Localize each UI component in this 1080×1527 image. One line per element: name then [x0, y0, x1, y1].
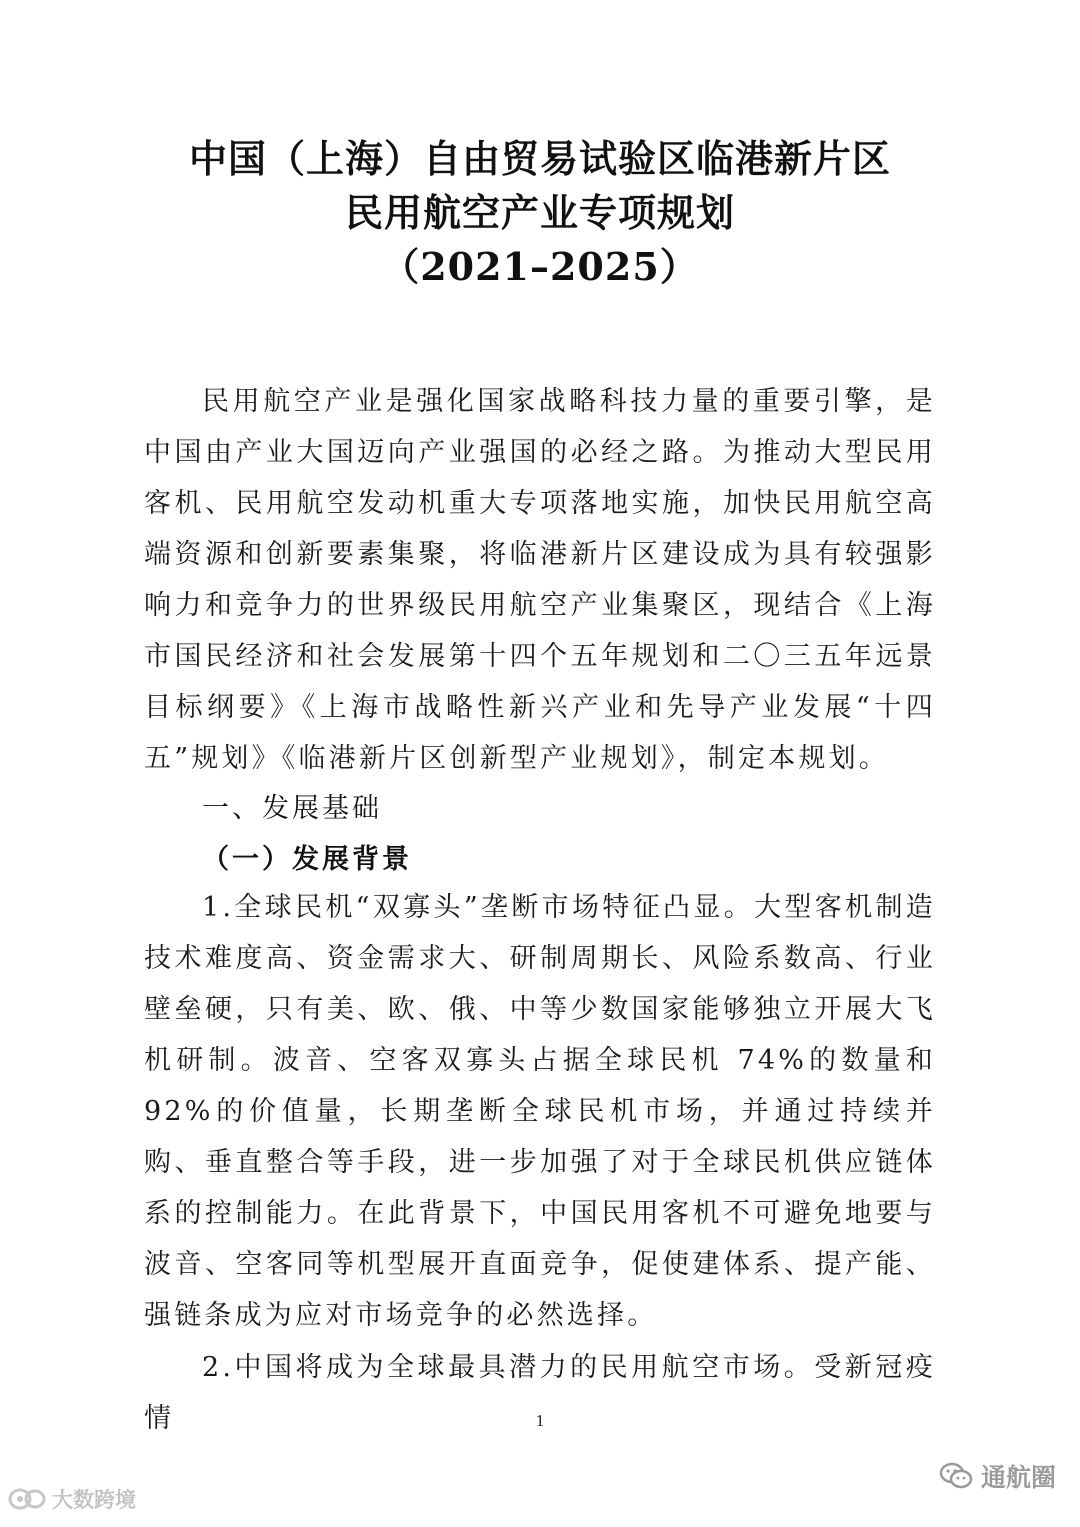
title-line-1: 中国（上海）自由贸易试验区临港新片区 — [188, 136, 891, 181]
item-1-paragraph: 1.全球民机“双寡头”垄断市场特征凸显。大型客机制造技术难度高、资金需求大、研制周期长、风险系数高、行业壁垒硬，只有美、欧、俄、中等少数国家能够独立开展大飞机研制。波音、空客双寡头占据全球民机 74%的数量和 92%的价值量，长期垄断全球民机市场，并通过持续并购、垂直整合等手段，进一步加强了对于全球民机供应链体系的控制能力。在此背景下，中国民用客机不可避免地要与波音、空客同等机型展开直面竞争，促使建体系、提产能、强链条成为应对市场竞争的必然选择。 — [144, 892, 936, 1331]
section-heading: 一、发展基础 — [202, 793, 382, 824]
watermark-left — [8, 1484, 136, 1514]
title-line-2: 民用航空产业专项规划 — [344, 190, 735, 235]
watermark-right-text: 通航圈 — [980, 1463, 1056, 1492]
logo-icon — [8, 1486, 48, 1512]
title-line-3: （2021–2025） — [381, 244, 699, 289]
watermark-left-text: 大数跨境 — [52, 1488, 136, 1512]
document-title — [0, 132, 1080, 294]
page-number: 1 — [535, 1411, 545, 1430]
subsection-heading: （一）发展背景 — [202, 844, 412, 875]
watermark-right — [939, 1458, 1056, 1494]
intro-paragraph: 民用航空产业是强化国家战略科技力量的重要引擎，是中国由产业大国迈向产业强国的必经之路。为推动大型民用客机、民用航空发动机重大专项落地实施，加快民用航空高端资源和创新要素集聚，将临港新片区建设成为具有较强影响力和竞争力的世界级民用航空产业集聚区，现结合《上海市国民经济和社会发展第十四个五年规划和二〇三五年远景目标纲要》《上海市战略性新兴产业和先导产业发展“十四五”规划》《临港新片区创新型产业规划》，制定本规划。 — [144, 386, 936, 774]
item-2-paragraph: 2.中国将成为全球最具潜力的民用航空市场。受新冠疫情 — [144, 1352, 936, 1434]
wechat-icon — [939, 1461, 973, 1491]
